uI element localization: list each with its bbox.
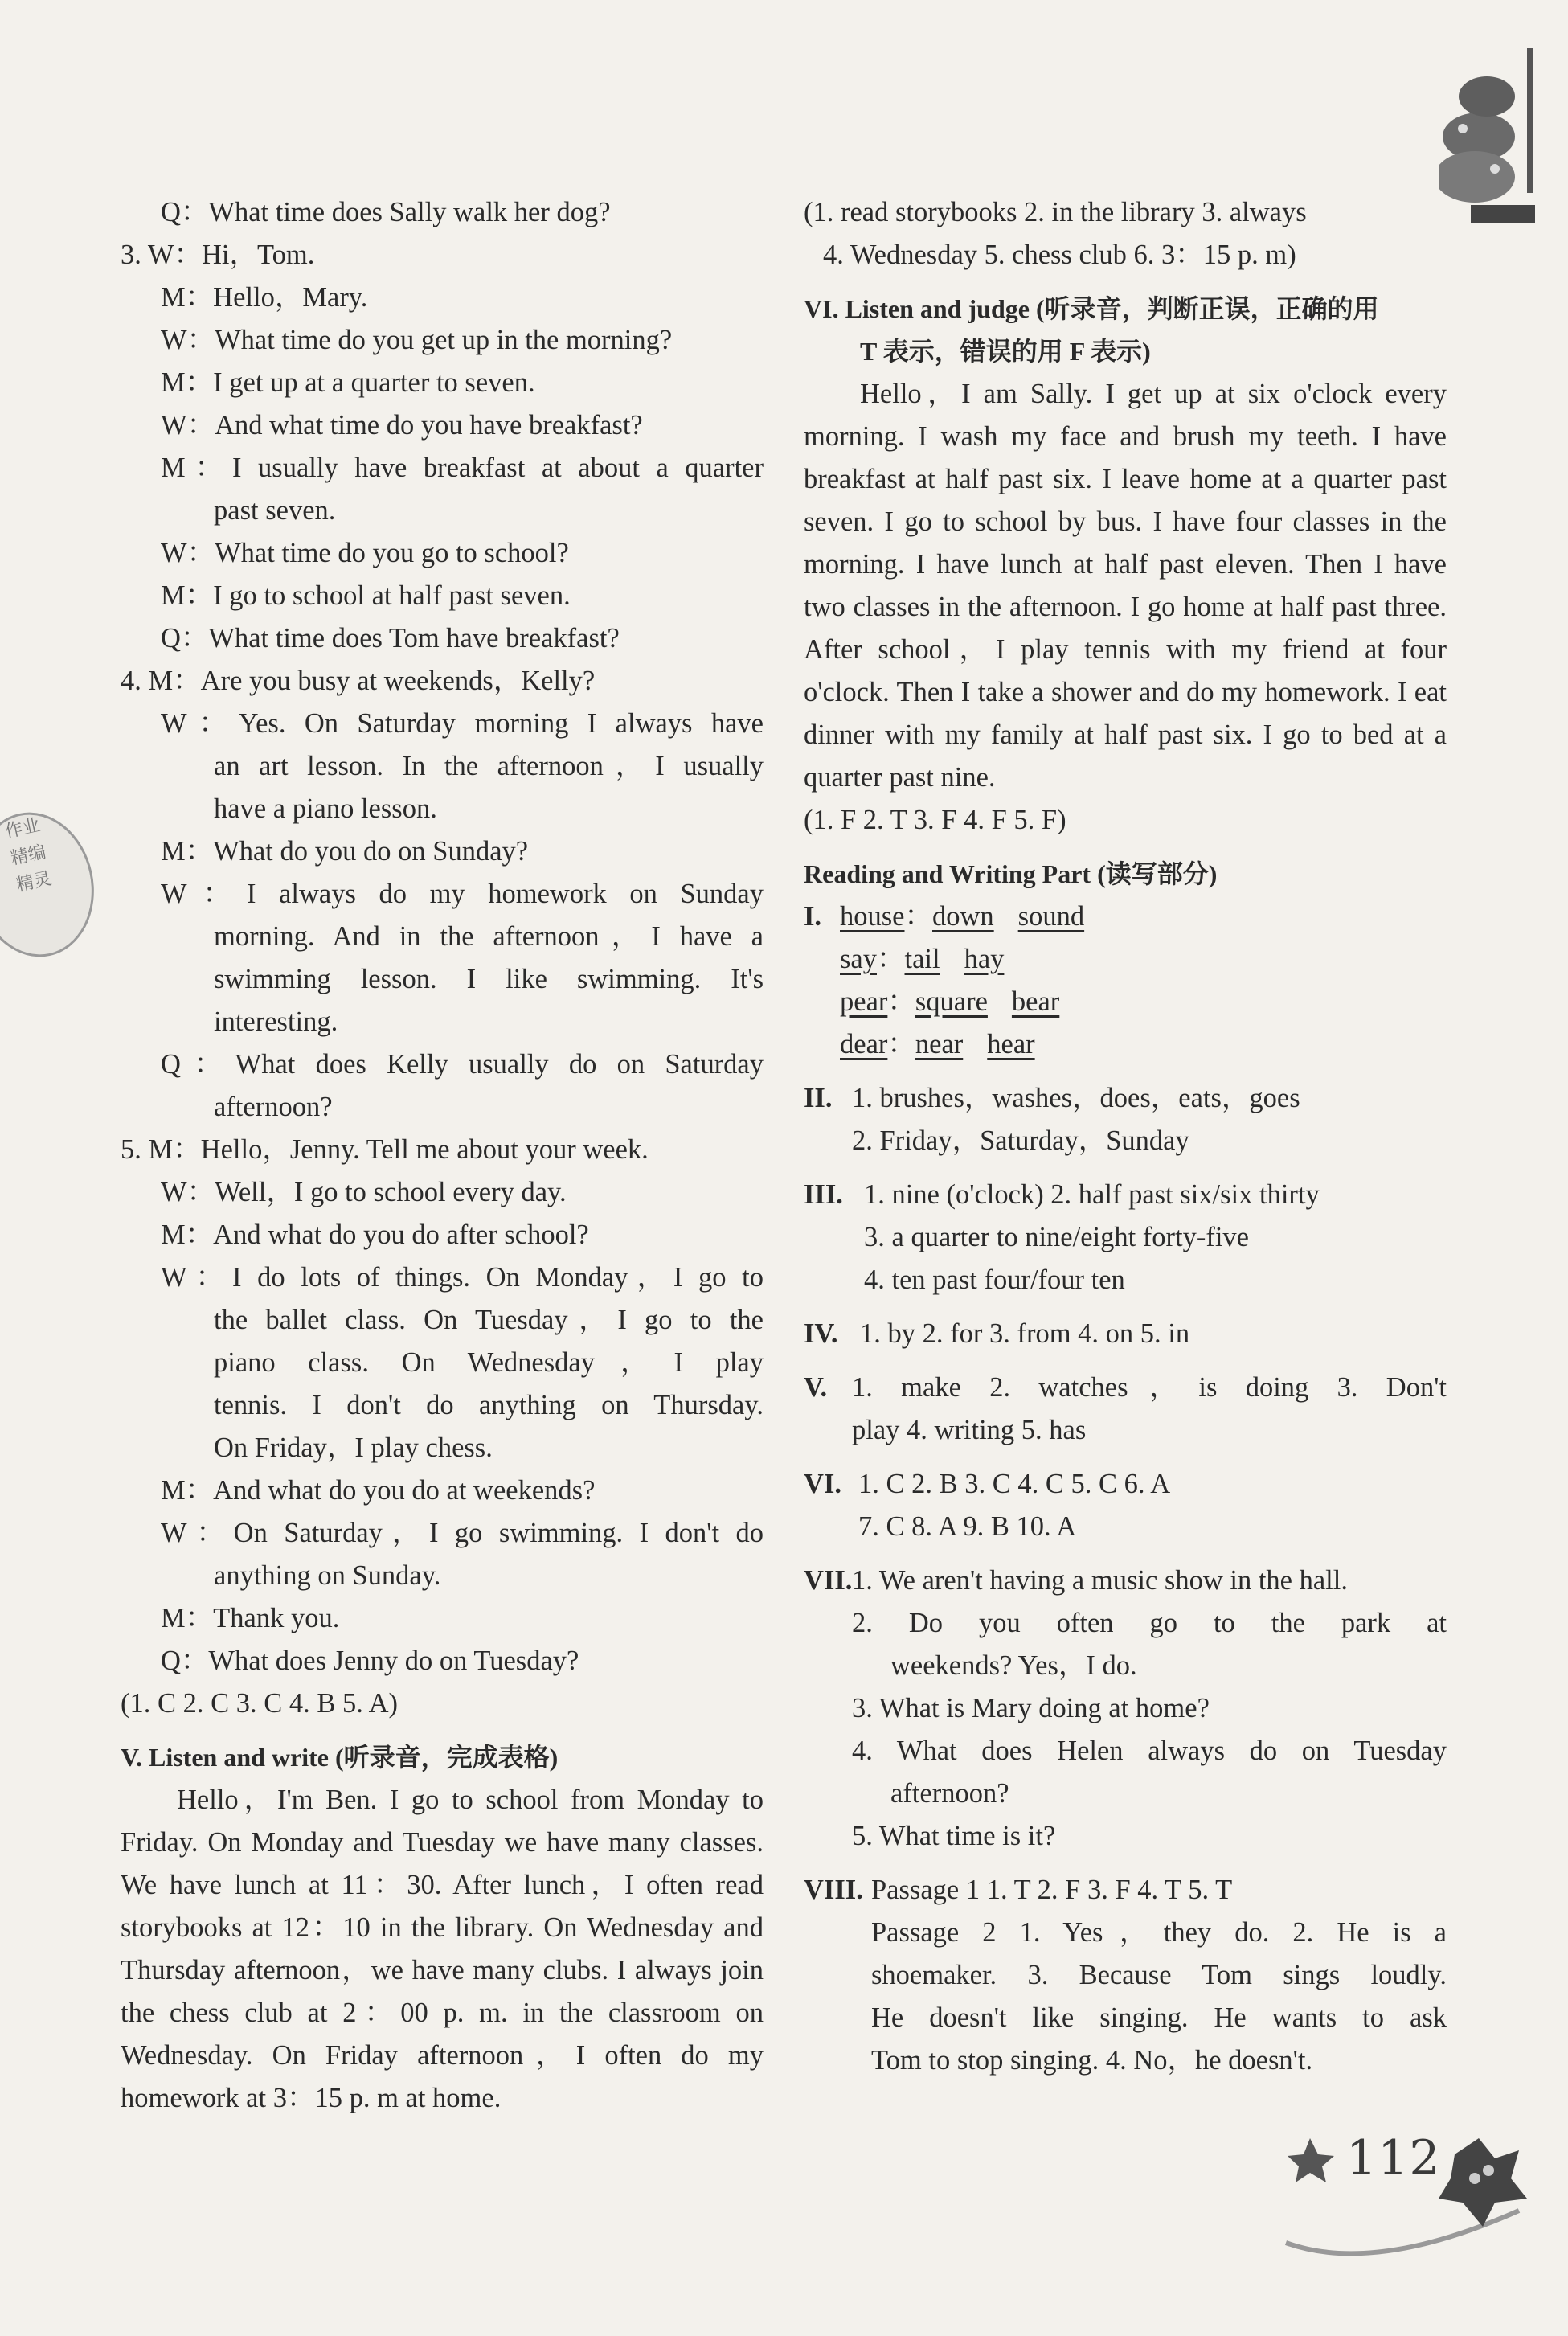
section-v2-num: V. bbox=[804, 1372, 828, 1403]
answer-line: 1. brushes，washes，does，eats，goes bbox=[852, 1083, 1300, 1113]
text-line: M：I go to school at half past seven. bbox=[161, 580, 571, 611]
phonics-word: sound bbox=[1017, 901, 1085, 932]
text-line: morning. And in the afternoon，I have a bbox=[214, 921, 764, 952]
text-line: M：And what do you do at weekends? bbox=[161, 1475, 596, 1506]
phonics-word: say bbox=[840, 944, 877, 974]
text-line: M：What do you do on Sunday? bbox=[161, 836, 529, 867]
stamp-line: 精灵 bbox=[14, 868, 54, 896]
left-column bbox=[121, 191, 764, 2120]
right-column bbox=[804, 191, 1447, 2082]
phonics-row bbox=[840, 981, 1447, 1023]
section-vi2 bbox=[804, 1463, 1447, 1548]
text-line: (1. C 2. C 3. C 4. B 5. A) bbox=[121, 1688, 399, 1719]
section-vi-answers: (1. F 2. T 3. F 4. F 5. F) bbox=[804, 805, 1066, 835]
text-line: M：And what do you do after school? bbox=[161, 1219, 589, 1250]
answer-lines bbox=[804, 1869, 1447, 2082]
section-ii-num: II. bbox=[804, 1083, 833, 1113]
text-line: anything on Sunday. bbox=[214, 1560, 441, 1591]
text-line: Passage 2 1. Yes，they do. 2. He is a bbox=[871, 1917, 1447, 1948]
text-line: an art lesson. In the afternoon，I usually bbox=[214, 751, 764, 781]
answer-lines bbox=[804, 1559, 1447, 1858]
text-line: W：Well，I go to school every day. bbox=[161, 1177, 567, 1207]
text-line: have a piano lesson. bbox=[214, 793, 437, 824]
answer-line: 1. make 2. watches，is doing 3. Don't bbox=[852, 1372, 1447, 1403]
text-line: M：I get up at a quarter to seven. bbox=[161, 367, 535, 398]
text-line: 5. M：Hello，Jenny. Tell me about your week. bbox=[121, 1134, 649, 1165]
section-v2 bbox=[804, 1367, 1447, 1452]
text-line: the ballet class. On Tuesday，I go to the bbox=[214, 1305, 764, 1335]
text-line: 5. What time is it? bbox=[852, 1821, 1056, 1851]
section-vii bbox=[804, 1559, 1447, 1858]
text-line: W：I always do my homework on Sunday bbox=[161, 879, 764, 909]
separator: ： bbox=[904, 901, 932, 932]
section-vi-heading: VI. Listen and judge (听录音，判断正误，正确的用 bbox=[804, 294, 1379, 323]
text-line: W：What time do you get up in the morning? bbox=[161, 325, 673, 355]
dialogue-lines bbox=[121, 191, 764, 1725]
phonics-word: pear bbox=[840, 986, 888, 1017]
phonics-word: square bbox=[915, 986, 988, 1017]
phonics-word: near bbox=[915, 1029, 964, 1059]
answer-line: 1. nine (o'clock) 2. half past six/six thirty bbox=[864, 1179, 1320, 1210]
separator: ： bbox=[887, 986, 915, 1017]
text-line: afternoon? bbox=[214, 1092, 333, 1122]
text-line: Q：What does Jenny do on Tuesday? bbox=[161, 1645, 579, 1676]
text-line: Passage 1 1. T 2. F 3. F 4. T 5. T bbox=[871, 1875, 1233, 1905]
section-vii-num: VII. bbox=[804, 1565, 853, 1596]
text-line: 3. What is Mary doing at home? bbox=[852, 1693, 1210, 1723]
text-line: piano class. On Wednesday，I play bbox=[214, 1347, 764, 1378]
text-line: Q：What does Kelly usually do on Saturday bbox=[161, 1049, 764, 1080]
text-line: Q：What time does Tom have breakfast? bbox=[161, 623, 620, 654]
answer-line: 7. C 8. A 9. B 10. A bbox=[858, 1511, 1077, 1542]
separator: ： bbox=[887, 1029, 915, 1059]
section-ii bbox=[804, 1077, 1447, 1162]
phonics-rows bbox=[804, 895, 1447, 1066]
section-iii-num: III. bbox=[804, 1179, 843, 1210]
text-line: 4. M：Are you busy at weekends，Kelly? bbox=[121, 666, 596, 696]
text-line: M：Thank you. bbox=[161, 1603, 340, 1633]
stamp-line: 精编 bbox=[9, 842, 48, 870]
section-v-paragraph: Hello，I'm Ben. I go to school from Monday to Friday. On Monday and Tuesday we have many classes. We have lunch at 11：30. After lunch，I often read storybooks at 12：10 in the library. On Wednesday and Thursday afternoon，we have many clubs. I always join the chess club at 2：00 p. m. in the classroom on Wednesday. On Friday afternoon，I often do my homework at 3：15 p. m at home. bbox=[121, 1785, 764, 2113]
text-line: 3. W：Hi，Tom. bbox=[121, 240, 315, 270]
answer-line: play 4. writing 5. has bbox=[852, 1415, 1087, 1445]
answer-line: (1. read storybooks 2. in the library 3. always bbox=[804, 197, 1307, 227]
text-line: W：I do lots of things. On Monday，I go to bbox=[161, 1262, 764, 1293]
phonics-word: down bbox=[932, 901, 994, 932]
section-i-num: I. bbox=[804, 901, 822, 932]
section-v-heading: V. Listen and write (听录音，完成表格) bbox=[121, 1743, 559, 1772]
phonics-word: tail bbox=[904, 944, 940, 974]
section-viii-num: VIII. bbox=[804, 1875, 863, 1905]
text-line: M：I usually have breakfast at about a quarter bbox=[161, 453, 764, 483]
text-line: W：And what time do you have breakfast? bbox=[161, 410, 643, 441]
answer-line: 4. ten past four/four ten bbox=[864, 1264, 1125, 1295]
stamp-line: 作业 bbox=[3, 815, 43, 842]
phonics-row bbox=[840, 895, 1447, 938]
phonics-row bbox=[840, 938, 1447, 981]
text-line: 1. We aren't having a music show in the hall. bbox=[852, 1565, 1348, 1596]
phonics-word: hay bbox=[964, 944, 1005, 974]
text-line: He doesn't like singing. He wants to ask bbox=[871, 2002, 1447, 2033]
text-line: swimming lesson. I like swimming. It's bbox=[214, 964, 764, 994]
text-line: tennis. I don't do anything on Thursday. bbox=[214, 1390, 764, 1420]
section-vi2-num: VI. bbox=[804, 1469, 841, 1499]
text-line: interesting. bbox=[214, 1006, 338, 1037]
text-line: 4. What does Helen always do on Tuesday bbox=[852, 1736, 1447, 1766]
phonics-word: house bbox=[840, 901, 905, 932]
answer-line: 3. a quarter to nine/eight forty-five bbox=[864, 1222, 1249, 1252]
text-line: Q：What time does Sally walk her dog? bbox=[161, 197, 611, 227]
separator: ： bbox=[877, 944, 905, 974]
text-line: W：On Saturday，I go swimming. I don't do bbox=[161, 1518, 764, 1548]
text-line: shoemaker. 3. Because Tom sings loudly. bbox=[871, 1960, 1447, 1990]
text-line: Tom to stop singing. 4. No，he doesn't. bbox=[871, 2045, 1313, 2076]
phonics-word: dear bbox=[840, 1029, 888, 1059]
section-vi-heading-cont: T 表示，错误的用 F 表示) bbox=[860, 337, 1151, 366]
phonics-word: bear bbox=[1011, 986, 1060, 1017]
answer-line: 2. Friday，Saturday，Sunday bbox=[852, 1125, 1189, 1156]
phonics-word: hear bbox=[987, 1029, 1035, 1059]
phonics-row bbox=[840, 1023, 1447, 1066]
answer-line: 1. by 2. for 3. from 4. on 5. in bbox=[860, 1318, 1190, 1349]
text-line: weekends? Yes，I do. bbox=[890, 1650, 1137, 1681]
section-iv-num: IV. bbox=[804, 1318, 838, 1349]
text-line: M：Hello，Mary. bbox=[161, 282, 368, 313]
text-line: On Friday，I play chess. bbox=[214, 1432, 493, 1463]
text-line: afternoon? bbox=[890, 1778, 1009, 1809]
section-iii bbox=[804, 1174, 1447, 1301]
text-line: W：Yes. On Saturday morning I always have bbox=[161, 708, 764, 739]
section-viii bbox=[804, 1869, 1447, 2082]
watermark-stamp bbox=[0, 801, 107, 968]
answer-line: 4. Wednesday 5. chess club 6. 3：15 p. m) bbox=[823, 240, 1296, 270]
text-line: W：What time do you go to school? bbox=[161, 538, 569, 568]
section-iv bbox=[804, 1313, 1447, 1355]
section-vi-paragraph: Hello，I am Sally. I get up at six o'clock every morning. I wash my face and brush my teeth. I have breakfast at half past six. I leave home at a quarter past seven. I go to school by bus. I have four classes in the morning. I have lunch at half past eleven. Then I have two classes in the afternoon. I go home at half past three. After school，I play tennis with my friend at four o'clock. Then I take a shower and do my homework. I eat dinner with my family at half past six. I go to bed at a quarter past nine. bbox=[804, 379, 1447, 793]
section-i bbox=[804, 895, 1447, 1066]
page-number: 112 bbox=[1346, 2130, 1441, 2186]
text-line: 2. Do you often go to the park at bbox=[852, 1608, 1447, 1638]
reading-writing-heading: Reading and Writing Part (读写部分) bbox=[804, 859, 1218, 888]
christmas-tree-icon bbox=[1439, 48, 1559, 225]
text-line: past seven. bbox=[214, 495, 336, 526]
answer-line: 1. C 2. B 3. C 4. C 5. C 6. A bbox=[858, 1469, 1171, 1499]
